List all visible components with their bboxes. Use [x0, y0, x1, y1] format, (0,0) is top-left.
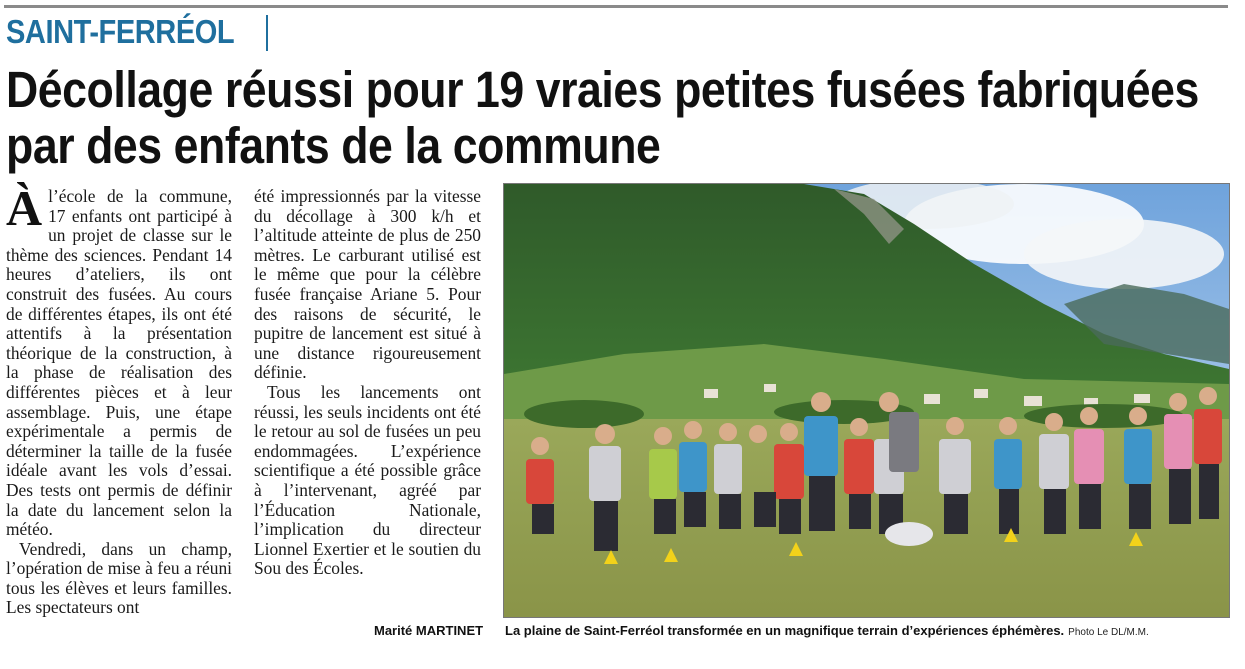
article-column-1 [6, 180, 232, 618]
article-paragraph: Vendredi, dans un champ, l’opération de mise à feu a réuni tous les élèves et leurs familles. Les spectateurs ont [6, 538, 232, 618]
photo-illustration [504, 184, 1229, 617]
top-rule [4, 5, 1228, 8]
article-paragraph: été impressionnés par la vitesse du décollage à 300 k/h et l’altitude atteinte de plus de 250 mètres. Le carburant utilisé est le même que pour la célèbre fusée française Ariane 5. Pour des raisons de sécurité, le pupitre de lancement est situé à une distance rigoureusement définie. [254, 186, 481, 383]
article-photo [503, 183, 1230, 618]
caption-text: La plaine de Saint-Ferréol transformée en un magnifique terrain d’expériences éphémères. [505, 623, 1065, 638]
section-label: SAINT-FERRÉOL [6, 13, 235, 50]
photo-caption [505, 623, 1149, 638]
byline: Marité MARTINET [374, 623, 484, 638]
drop-cap: À [6, 180, 43, 236]
article-column-2 [254, 187, 481, 579]
section-divider [266, 15, 268, 51]
article-paragraph [6, 180, 232, 540]
photo-credit: Photo Le DL/M.M. [1068, 627, 1149, 638]
headline: Décollage réussi pour 19 vraies petites fusées fabriquées par des enfants de la commune [6, 61, 1199, 174]
paragraph-text: l’école de la commune, 17 enfants ont participé à un projet de classe sur le thème des sciences. Pendant 14 heures d’ateliers, ils ont construit des fusées. Au cours de différentes étapes, ils ont été attentifs à la présentation théorique de la construction, à la phase de réalisation des différentes pièces et à leur assemblage. Puis, une étape expérimentale a permis de déterminer la taille de la fusée idéale avant les vols d’essai. Des tests ont permis de définir la date du lancement selon la météo. [6, 186, 232, 540]
article-paragraph: Tous les lancements ont réussi, les seuls incidents ont été le retour au sol de fusées un peu endommagées. L’expérience scientifique a été possible grâce à l’intervenant, agréé par l’Éducation Nationale, l’implication du directeur Lionnel Exertier et le soutien du Sou des Écoles. [254, 381, 481, 579]
